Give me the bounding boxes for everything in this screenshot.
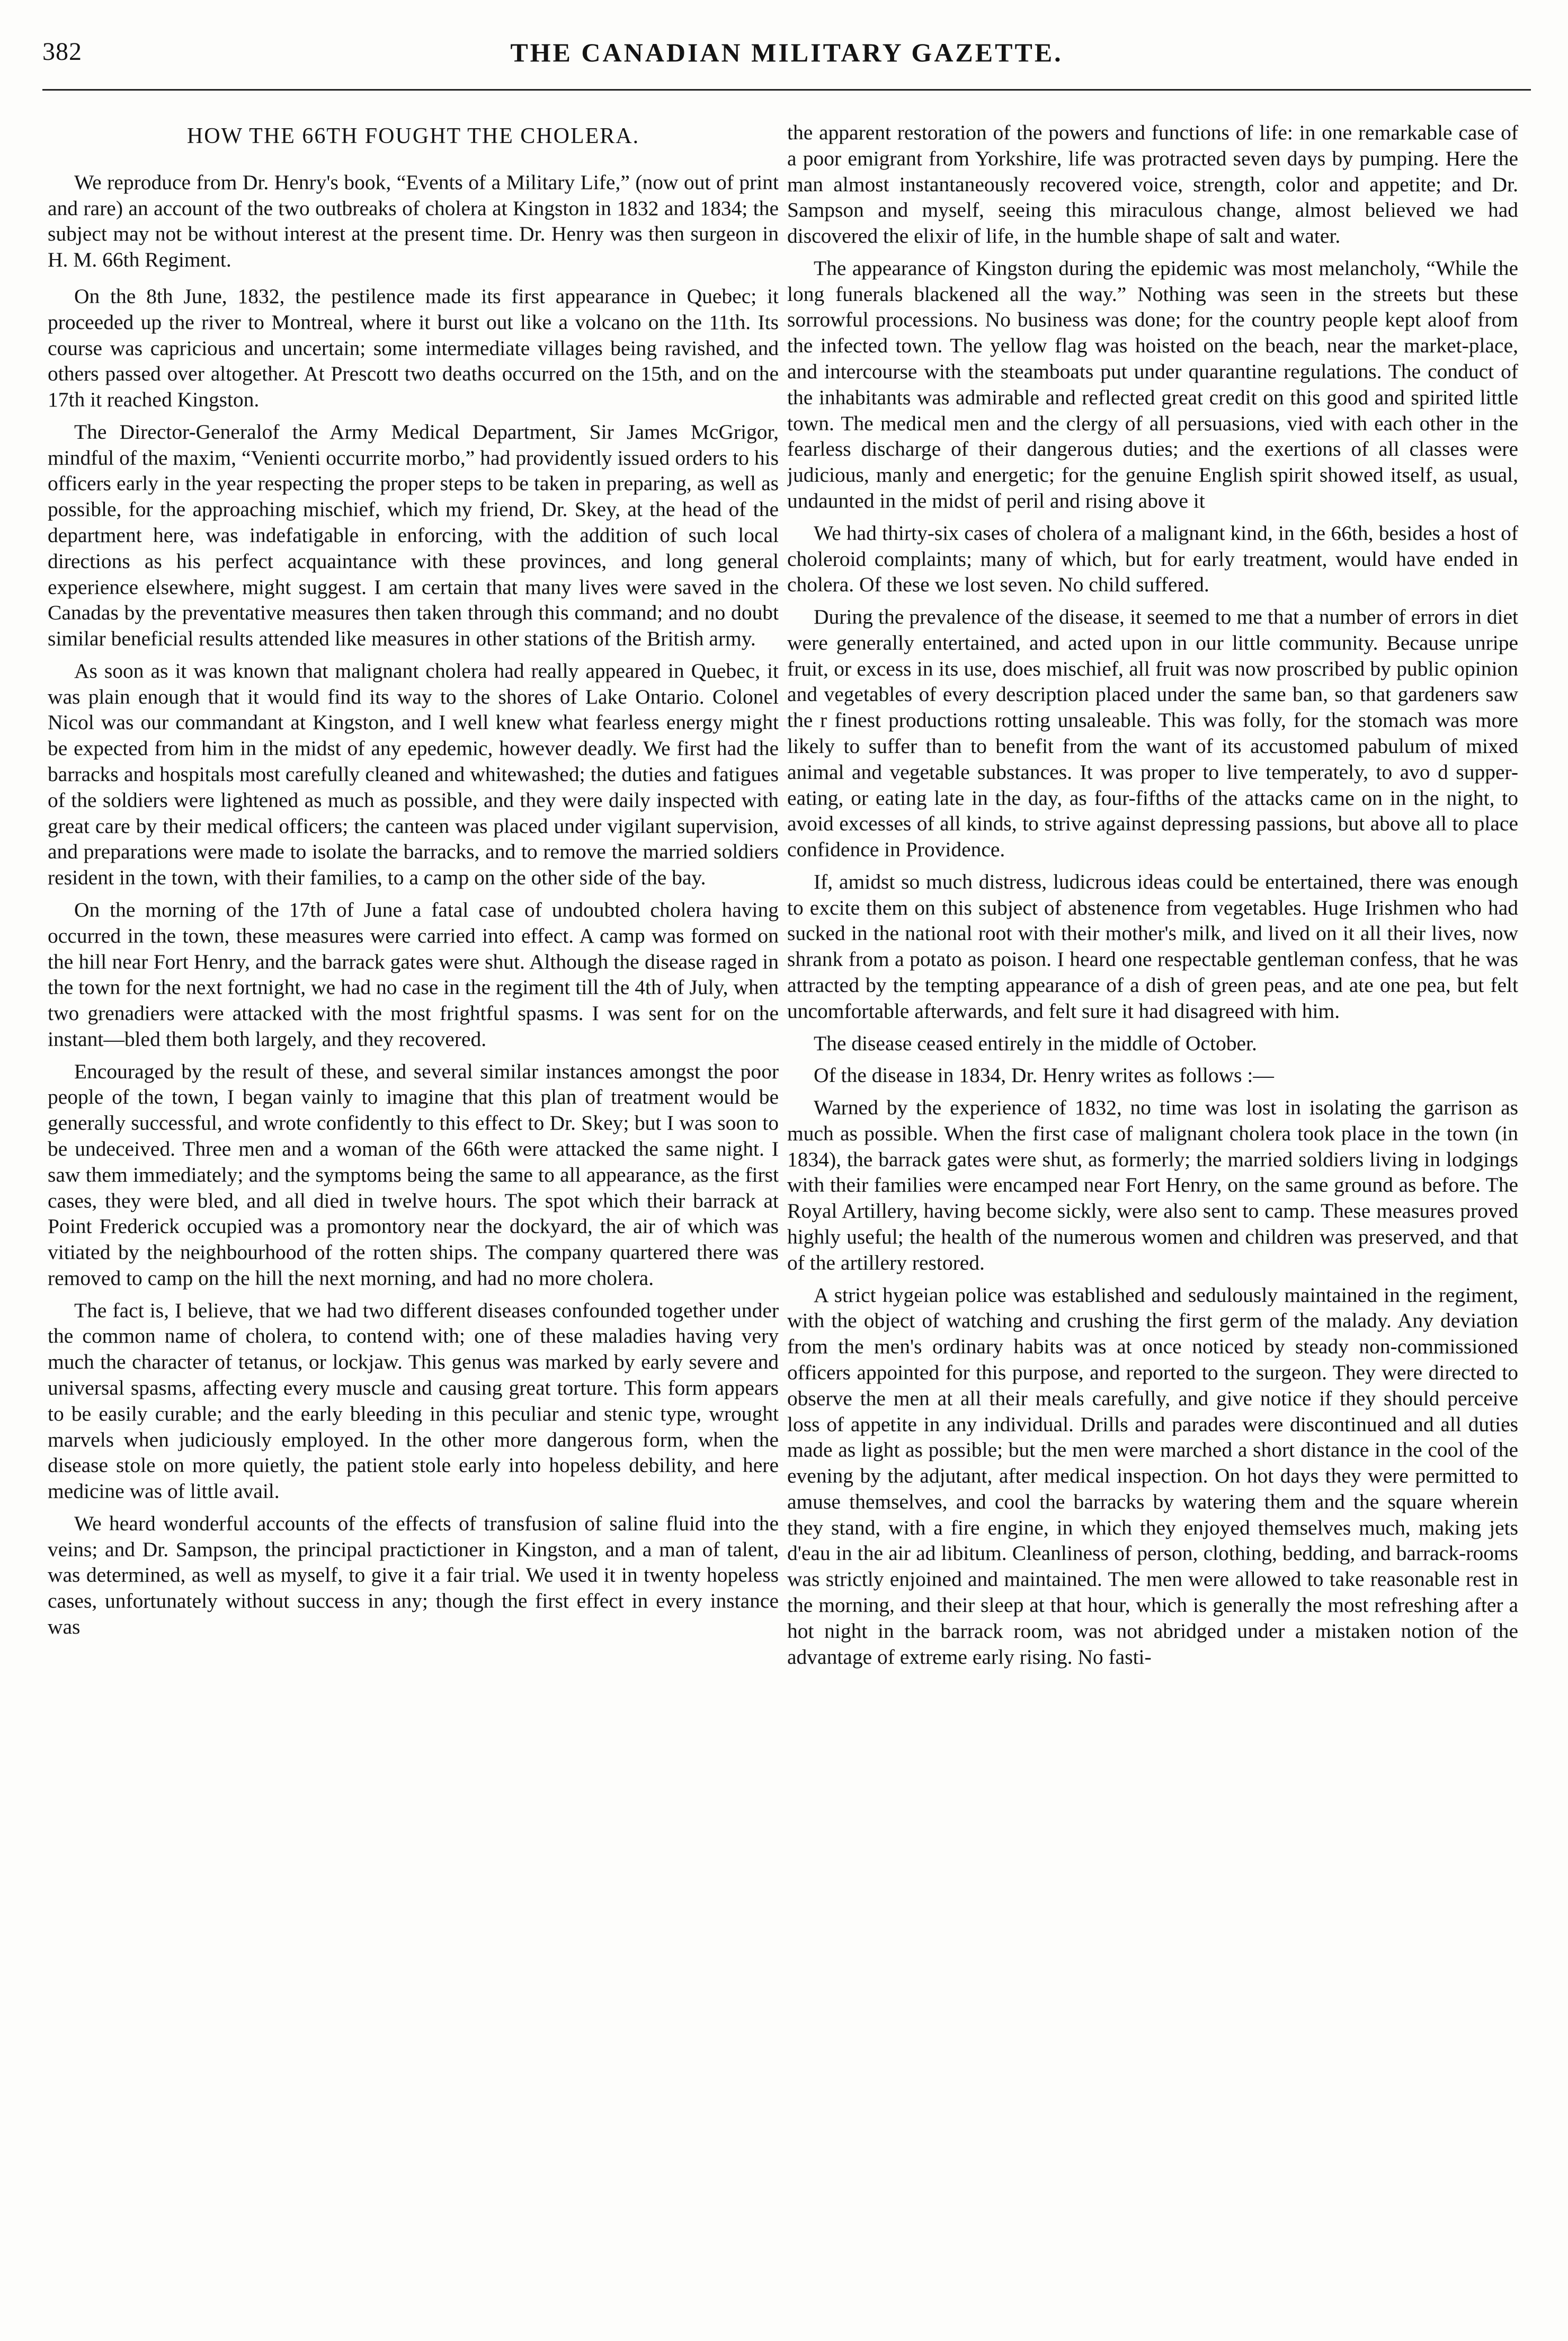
paragraph: On the 8th June, 1832, the pestilence made its first appearance in Quebec; it proceeded up the river to Montreal, where it burst out like a volcano on the 11th. Its course was capricious and uncertain; some intermediate villages being ravished, and others passed over altogether. At Prescott two deaths occurred on the 15th, and on the 17th it reached Kingston.: [48, 284, 779, 412]
paragraph: The fact is, I believe, that we had two different diseases confounded together under the common name of cholera, to contend with; one of these maladies having very much the character of tetanus, or lockjaw. This genus was marked by early severe and universal spasms, affecting every muscle and causing great torture. This form appears to be easily curable; and the early bleeding in this peculiar and stenic type, wrought marvels when judiciously employed. In the other more dangerous form, when the disease stole on more quietly, the patient stole early into hopeless debility, and here medicine was of little avail.: [48, 1298, 779, 1503]
paragraph: the apparent restoration of the powers and functions of life: in one remarkable case of a poor emigrant from Yorkshire, life was protracted seven days by pumping. Here the man almost instantaneously recovered voice, strength, color and appetite; and Dr. Sampson and myself, seeing this miraculous change, almost believed we had discovered the elixir of life, in the humble shape of salt and water.: [787, 121, 1518, 248]
paragraph: On the morning of the 17th of June a fatal case of undoubted cholera having occurred in the town, these measures were carried into effect. A camp was formed on the hill near Fort Henry, and the barrack gates were shut. Although the disease raged in the town for the next fortnight, we had no case in the regiment till the 4th of July, when two grenadiers were attacked with the most frightful spasms. I was sent for on the instant—bled them both largely, and they recovered.: [48, 898, 779, 1051]
left-column: [48, 120, 779, 2329]
paragraph: Of the disease in 1834, Dr. Henry writes as follows :—: [814, 1063, 1274, 1087]
paragraph: We heard wonderful accounts of the effects of transfusion of saline fluid into the veins; and Dr. Sampson, the principal practictioner in Kingston, and a man of talent, was determined, as well as myself, to give it a fair trial. We used it in twenty hopeless cases, unfortunately without success in any; though the first effect in every instance was: [48, 1511, 779, 1639]
paragraph: During the prevalence of the disease, it seemed to me that a number of errors in diet were generally entertained, and acted upon in our little community. Because unripe fruit, or excess in its use, does mischief, all fruit was now proscribed by public opinion and vegetables of every description placed under the same ban, so that gardeners saw the r finest productions rotting unsaleable. This was folly, for the stomach was more likely to suffer than to benefit from the want of its accustomed pabulum of mixed animal and vegetable substances. It was proper to live temperately, to avo d supper-eating, or eating late in the day, as four-fifths of the attacks came on in the night, to avoid excesses of all kinds, to strive against depressing passions, but above all to place confidence in Providence.: [787, 605, 1518, 862]
header-rule: [42, 89, 1531, 91]
page-number: 382: [42, 38, 82, 66]
paragraph: A strict hygeian police was established and sedulously maintained in the regiment, with the object of watching and crushing the first germ of the malady. Any deviation from the men's ordinary habits was at once noticed by steady non-commissioned officers appointed for this purpose, and reported to the surgeon. They were directed to observe the men at all their meals carefully, and give notice if they should perceive loss of appetite in any individual. Drills and parades were discontinued and all duties made as light as possible; but the men were marched a short distance in the cool of the evening by the adjutant, after medical inspection. On hot days they were permitted to amuse themselves, and cool the barracks by watering them and the square wherein they stand, with a fire engine, in which they enjoyed themselves much, making jets d'eau in the air ad libitum. Cleanliness of person, clothing, bedding, and barrack-rooms was strictly enjoined and maintained. The men were allowed to take reasonable rest in the morning, and their sleep at that hour, which is generally the most refreshing after a hot night in the barrack room, was not abridged under a mistaken notion of the advantage of extreme early rising. No fasti-: [787, 1283, 1518, 1669]
paragraph: Encouraged by the result of these, and several similar instances amongst the poor people of the town, I began vainly to imagine that this plan of treatment would be generally successful, and wrote confidently to this effect to Dr. Skey; but I was soon to be undeceived. Three men and a woman of the 66th were attacked the same night. I saw them immediately; and the symptoms being the same to all appearance, as the first cases, they were bled, and all died in twelve hours. The spot which their barrack at Point Frederick occupied was a promontory near the dockyard, the air of which was vitiated by the neighbourhood of the rotten ships. The company quartered there was removed to camp on the hill the next morning, and had no more cholera.: [48, 1059, 779, 1290]
paragraph: We had thirty-six cases of cholera of a malignant kind, in the 66th, besides a host of choleroid complaints; many of which, but for early treatment, would have ended in cholera. Of these we lost seven. No child suffered.: [787, 521, 1518, 597]
paragraph: The appearance of Kingston during the epidemic was most melancholy, “While the long funerals blackened all the way.” Nothing was seen in the streets but these sorrowful processions. No business was done; for the country people kept aloof from the infected town. The yellow flag was hoisted on the beach, near the market-place, and intercourse with the steamboats put under quarantine regulations. The conduct of the inhabitants was admirable and reflected great credit on this good and spirited little town. The medical men and the clergy of all persuasions, vied with each other in the fearless discharge of their dangerous duties; and the exertions of all classes were judicious, manly and energetic; for the genuine English spirit showed itself, as usual, undaunted in the midst of peril and rising above it: [787, 256, 1518, 512]
paragraph: If, amidst so much distress, ludicrous ideas could be entertained, there was enough to excite them on this subject of abstenence from vegetables. Huge Irishmen who had sucked in the national root with their mother's milk, and lived on it all their lives, now shrank from a potato as poison. I heard one respectable gentleman confess, that he was attracted by the tempting appearance of a dish of green peas, and ate one pea, but felt uncomfortable afterwards, and felt sure it had disagreed with him.: [787, 870, 1518, 1023]
right-column: [787, 120, 1518, 2329]
paragraph: As soon as it was known that malignant cholera had really appeared in Quebec, it was plain enough that it would find its way to the shores of Lake Ontario. Colonel Nicol was our commandant at Kingston, and I well knew what fearless energy might be expected from him in the midst of any epedemic, however deadly. We first had the barracks and hospitals most carefully cleaned and whitewashed; the duties and fatigues of the soldiers were lightened as much as possible, and they were daily inspected with great care by their medical officers; the canteen was placed under vigilant supervision, and preparations were made to isolate the barracks, and to remove the married soldiers resident in the town, with their families, to a camp on the other side of the bay.: [48, 659, 779, 890]
page-header: [42, 37, 1531, 95]
paragraph: The Director-Generalof the Army Medical Department, Sir James McGrigor, mindful of the maxim, “Venienti occurrite morbo,” had providently issued orders to his officers early in the year respecting the proper steps to be taken in preparing, as well as possible, for the approaching mischief, which my friend, Dr. Skey, at the head of the department here, was indefatigable in enforcing, with the addition of such local directions as his perfect acquaintance with these provinces, and long general experience elsewhere, might suggest. I am certain that many lives were saved in the Canadas by the preventative measures then taken through this command; and no doubt similar beneficial results attended like measures in other stations of the British army.: [48, 420, 779, 651]
masthead: THE CANADIAN MILITARY GAZETTE.: [510, 38, 1063, 67]
article-title: HOW THE 66TH FOUGHT THE CHOLERA.: [186, 124, 640, 148]
paragraph: The disease ceased entirely in the middle of October.: [814, 1031, 1257, 1055]
paragraph: Warned by the experience of 1832, no time was lost in isolating the garrison as much as possible. When the first case of malignant cholera took place in the town (in 1834), the barrack gates were shut, as formerly; the married soldiers living in lodgings with their families were encamped near Fort Henry, on the same ground as before. The Royal Artillery, having become sickly, were also sent to camp. These measures proved highly useful; the health of the numerous women and children was preserved, and that of the artillery restored.: [787, 1096, 1518, 1274]
article-intro: We reproduce from Dr. Henry's book, “Events of a Military Life,” (now out of print and rare) an account of the two outbreaks of cholera at Kingston in 1832 and 1834; the subject may not be without interest at the present time. Dr. Henry was then surgeon in H. M. 66th Regiment.: [48, 170, 779, 272]
